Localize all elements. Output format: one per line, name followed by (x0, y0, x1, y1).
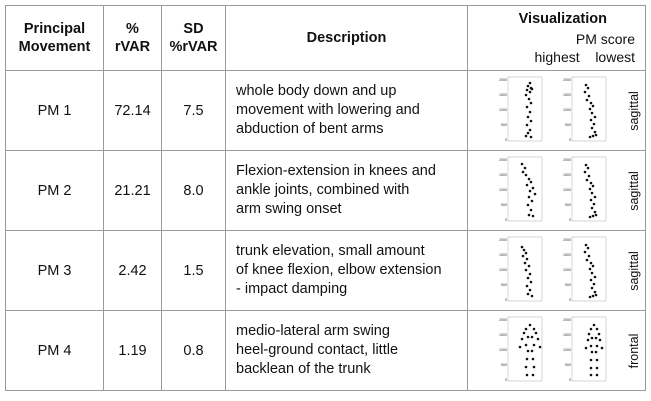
marker-point (529, 111, 532, 114)
marker-point (530, 181, 533, 184)
tick-label: 2000 (563, 158, 571, 162)
tick-label: 500 (501, 363, 507, 367)
visualization-subtitle: PM score highest lowest (534, 31, 635, 65)
stick-figure-plot-lowest (560, 75, 608, 145)
plane-label: sagittal (627, 250, 641, 291)
marker-point (590, 328, 593, 331)
marker-point (529, 91, 532, 94)
marker-point (591, 272, 594, 275)
marker-point (587, 87, 590, 90)
tick-label: 0 (505, 138, 507, 142)
marker-point (592, 265, 595, 268)
marker-point (530, 120, 533, 123)
tick-label: 1000 (563, 268, 571, 272)
marker-point (524, 262, 527, 265)
table-frame (5, 5, 645, 395)
tick-label: 2000 (499, 158, 507, 162)
tick-label: 1000 (563, 108, 571, 112)
stick-figure-plot-lowest (560, 235, 608, 305)
marker-point (587, 247, 590, 250)
tick-label: 1500 (499, 93, 507, 97)
marker-point (529, 190, 532, 193)
stick-figure-plot-lowest (560, 155, 608, 225)
pm-cell: PM 4 (6, 311, 104, 391)
marker-point (527, 132, 530, 135)
visualization-title: Visualization (518, 11, 607, 27)
table-row (6, 311, 646, 391)
table-row (6, 151, 646, 231)
marker-point (531, 88, 534, 91)
marker-point (525, 366, 528, 369)
rvar-cell: 72.14 (104, 71, 162, 151)
marker-point (519, 346, 522, 349)
stick-figure-plot-highest (496, 235, 544, 305)
tick-label: 1000 (499, 108, 507, 112)
table-row (6, 231, 646, 311)
marker-point (592, 185, 595, 188)
visualization-cell (468, 71, 646, 151)
marker-point (589, 268, 592, 271)
marker-point (592, 105, 595, 108)
header-row (6, 6, 646, 71)
tick-label: 1000 (499, 188, 507, 192)
marker-point (532, 358, 535, 361)
plot-frame (508, 317, 542, 381)
tick-label: 1500 (563, 253, 571, 257)
marker-point (594, 276, 597, 279)
marker-point (525, 252, 528, 255)
tick-label: 0 (569, 298, 571, 302)
sd-cell: 7.5 (162, 71, 226, 151)
marker-point (587, 167, 590, 170)
marker-point (592, 135, 595, 138)
tick-label: 500 (501, 203, 507, 207)
header-principal-movement: Principal Movement (6, 6, 104, 71)
marker-point (596, 367, 599, 370)
sd-cell: 1.5 (162, 231, 226, 311)
stick-figure-plot-lowest (560, 315, 608, 385)
marker-point (588, 255, 591, 258)
marker-point (523, 332, 526, 335)
tick-label: 0 (569, 138, 571, 142)
marker-point (531, 295, 534, 298)
marker-point (596, 328, 599, 331)
tick-label: 1000 (563, 348, 571, 352)
marker-point (593, 203, 596, 206)
marker-point (595, 294, 598, 297)
marker-point (593, 324, 596, 327)
marker-point (530, 136, 533, 139)
marker-point (593, 123, 596, 126)
marker-point (591, 337, 594, 340)
marker-point (592, 295, 595, 298)
marker-point (585, 347, 588, 350)
marker-point (532, 215, 535, 218)
rvar-cell: 21.21 (104, 151, 162, 231)
marker-point (523, 249, 526, 252)
marker-point (526, 374, 529, 377)
marker-point (584, 171, 587, 174)
marker-point (524, 167, 527, 170)
marker-point (590, 262, 593, 265)
visualization-cell (468, 231, 646, 311)
marker-point (586, 179, 589, 182)
rvar-cell: 1.19 (104, 311, 162, 391)
marker-point (522, 171, 525, 174)
marker-point (526, 258, 529, 261)
tick-label: 1500 (499, 333, 507, 337)
header-description: Description (226, 6, 468, 71)
marker-point (526, 89, 529, 92)
tick-label: 1500 (563, 93, 571, 97)
tick-label: 500 (565, 363, 571, 367)
marker-point (595, 134, 598, 137)
pm-cell: PM 2 (6, 151, 104, 231)
marker-point (585, 164, 588, 167)
marker-point (591, 127, 594, 130)
sd-cell: 8.0 (162, 151, 226, 231)
marker-point (596, 345, 599, 348)
tick-label: 2000 (499, 318, 507, 322)
pm-cell: PM 1 (6, 71, 104, 151)
tick-label: 500 (565, 283, 571, 287)
tick-label: 0 (505, 298, 507, 302)
marker-point (526, 285, 529, 288)
marker-point (590, 102, 593, 105)
marker-point (525, 328, 528, 331)
tick-label: 2000 (563, 238, 571, 242)
marker-point (533, 366, 536, 369)
tick-label: 1500 (499, 253, 507, 257)
plot-frame (508, 77, 542, 141)
tick-label: 2000 (499, 78, 507, 82)
marker-point (528, 196, 531, 199)
marker-point (594, 131, 597, 134)
marker-point (590, 199, 593, 202)
marker-point (525, 135, 528, 138)
marker-point (585, 244, 588, 247)
marker-point (537, 338, 540, 341)
marker-point (584, 91, 587, 94)
marker-point (528, 178, 531, 181)
marker-point (525, 344, 528, 347)
stick-figure-plot-highest (496, 75, 544, 145)
marker-point (531, 200, 534, 203)
marker-point (591, 207, 594, 210)
marker-point (533, 344, 536, 347)
tick-label: 1000 (499, 268, 507, 272)
marker-point (601, 347, 604, 350)
marker-point (526, 358, 529, 361)
principal-movement-table (5, 5, 646, 391)
marker-point (527, 350, 530, 353)
marker-point (529, 82, 532, 85)
marker-point (594, 291, 597, 294)
marker-point (528, 265, 531, 268)
marker-point (598, 333, 601, 336)
plane-label: sagittal (627, 170, 641, 211)
tick-label: 1000 (499, 348, 507, 352)
marker-point (535, 332, 538, 335)
visualization-cell (468, 311, 646, 391)
marker-point (590, 374, 593, 377)
tick-label: 0 (505, 378, 507, 382)
marker-point (530, 209, 533, 212)
marker-point (532, 374, 535, 377)
marker-point (591, 351, 594, 354)
marker-point (527, 204, 530, 207)
marker-point (591, 192, 594, 195)
marker-point (527, 277, 530, 280)
description-cell: whole body down and up movement with lowering and abduction of bent arms (226, 71, 468, 151)
visualization-cell (468, 151, 646, 231)
tick-label: 0 (569, 378, 571, 382)
marker-point (532, 187, 535, 190)
marker-point (596, 359, 599, 362)
marker-point (531, 336, 534, 339)
plane-label: frontal (627, 333, 641, 368)
marker-point (528, 214, 531, 217)
description-cell: medio-lateral arm swing heel-ground contact, little backlean of the trunk (226, 311, 468, 391)
marker-point (590, 119, 593, 122)
marker-point (529, 289, 532, 292)
marker-point (590, 359, 593, 362)
marker-point (595, 214, 598, 217)
marker-point (525, 269, 528, 272)
tick-label: 2000 (499, 238, 507, 242)
description-cell: Flexion-extension in knees and ankle joints, combined with arm swing onset (226, 151, 468, 231)
marker-point (521, 163, 524, 166)
plot-frame (508, 157, 542, 221)
marker-point (586, 259, 589, 262)
marker-point (591, 287, 594, 290)
marker-point (589, 108, 592, 111)
tick-label: 500 (501, 123, 507, 127)
marker-point (593, 283, 596, 286)
plot-frame (572, 317, 606, 381)
marker-point (528, 98, 531, 101)
marker-point (539, 346, 542, 349)
sd-cell: 0.8 (162, 311, 226, 391)
marker-point (526, 106, 529, 109)
marker-point (529, 324, 532, 327)
marker-point (529, 273, 532, 276)
marker-point (521, 338, 524, 341)
marker-point (527, 293, 530, 296)
marker-point (590, 279, 593, 282)
marker-point (530, 102, 533, 105)
marker-point (521, 246, 524, 249)
tick-label: 0 (505, 218, 507, 222)
plot-frame (508, 237, 542, 301)
marker-point (527, 336, 530, 339)
marker-point (527, 116, 530, 119)
rvar-cell: 2.42 (104, 231, 162, 311)
header-sd: SD %rVAR (162, 6, 226, 71)
marker-point (596, 374, 599, 377)
header-visualization (468, 6, 646, 71)
marker-point (525, 174, 528, 177)
marker-point (586, 99, 589, 102)
tick-label: 0 (569, 218, 571, 222)
marker-point (589, 188, 592, 191)
marker-point (594, 196, 597, 199)
tick-label: 1000 (563, 188, 571, 192)
marker-point (534, 193, 537, 196)
table-row (6, 71, 646, 151)
marker-point (585, 84, 588, 87)
marker-point (595, 351, 598, 354)
plane-label: sagittal (627, 90, 641, 131)
marker-point (592, 215, 595, 218)
description-cell: trunk elevation, small amount of knee flexion, elbow extension - impact damping (226, 231, 468, 311)
marker-point (594, 211, 597, 214)
tick-label: 1500 (563, 333, 571, 337)
marker-point (588, 175, 591, 178)
marker-point (533, 328, 536, 331)
pm-cell: PM 3 (6, 231, 104, 311)
marker-point (588, 333, 591, 336)
marker-point (526, 124, 529, 127)
tick-label: 1500 (563, 173, 571, 177)
tick-label: 500 (565, 203, 571, 207)
marker-point (590, 345, 593, 348)
header-rvar: % rVAR (104, 6, 162, 71)
marker-point (599, 339, 602, 342)
marker-point (590, 182, 593, 185)
marker-point (591, 112, 594, 115)
marker-point (590, 367, 593, 370)
tick-label: 1500 (499, 173, 507, 177)
marker-point (595, 337, 598, 340)
tick-label: 2000 (563, 318, 571, 322)
marker-point (589, 136, 592, 139)
marker-point (531, 350, 534, 353)
marker-point (526, 184, 529, 187)
marker-point (587, 339, 590, 342)
marker-point (530, 281, 533, 284)
tick-label: 500 (501, 283, 507, 287)
marker-point (594, 116, 597, 119)
marker-point (522, 255, 525, 258)
tick-label: 500 (565, 123, 571, 127)
stick-figure-plot-highest (496, 155, 544, 225)
stick-figure-plot-highest (496, 315, 544, 385)
marker-point (589, 216, 592, 219)
tick-label: 2000 (563, 78, 571, 82)
marker-point (584, 251, 587, 254)
marker-point (589, 296, 592, 299)
marker-point (527, 85, 530, 88)
marker-point (529, 129, 532, 132)
marker-point (588, 95, 591, 98)
marker-point (525, 94, 528, 97)
